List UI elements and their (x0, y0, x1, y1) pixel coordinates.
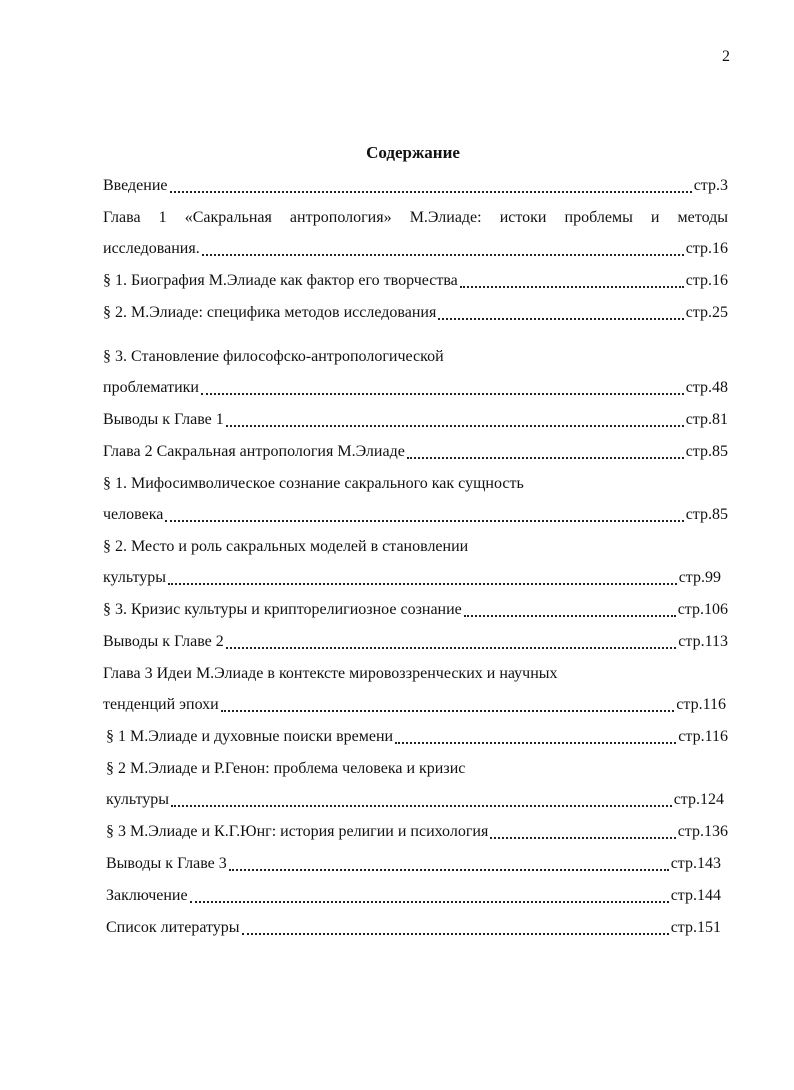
toc-page: стр.85 (685, 506, 728, 523)
page-number: 2 (722, 48, 730, 65)
dot-leader (460, 286, 684, 288)
toc-page: стр.85 (685, 443, 728, 460)
toc-entry-3-1 (103, 721, 728, 753)
toc-chapter-1-heading: Глава 1 «Сакральная антропология» М.Элиаде: истоки проблемы и методы (103, 209, 728, 226)
toc-label: § 1 М.Элиаде и духовные поиски времени (106, 728, 394, 745)
toc-entry-1-2 (103, 297, 728, 329)
table-of-contents (103, 170, 728, 944)
toc-page: стр.3 (693, 177, 728, 194)
toc-entry-conclusions-3 (103, 848, 721, 880)
dot-leader (438, 318, 683, 320)
toc-label: Выводы к Главе 3 (106, 855, 227, 872)
toc-chapter-3-heading: Глава 3 Идеи М.Элиаде в контексте мировоззренческих и научных (103, 665, 558, 682)
toc-page: стр.99 (678, 569, 721, 586)
dot-leader (202, 254, 684, 256)
toc-entry-conclusion (103, 880, 721, 912)
dot-leader (221, 710, 675, 712)
dot-leader (171, 805, 672, 807)
toc-page: стр.124 (673, 791, 724, 808)
toc-section-3-2-heading: § 2 М.Элиаде и Р.Генон: проблема человека и кризис (106, 760, 466, 777)
toc-label: Заключение (106, 887, 188, 904)
toc-page: стр.143 (670, 855, 721, 872)
toc-entry-2-1 (103, 499, 728, 531)
toc-page: стр.25 (685, 304, 728, 321)
dot-leader (242, 933, 669, 935)
dot-leader (395, 742, 676, 744)
toc-label: § 3 М.Элиаде и К.Г.Юнг: история религии и психология (106, 823, 489, 840)
toc-label: Введение (103, 177, 168, 194)
toc-entry-conclusions-1 (103, 404, 728, 436)
dot-leader (201, 393, 684, 395)
dot-leader (170, 191, 692, 193)
toc-section-1-3-heading: § 3. Становление философско-антропологической (103, 348, 444, 365)
toc-entry-2-2 (103, 562, 721, 594)
toc-page: стр.16 (685, 272, 728, 289)
toc-entry-bibliography (103, 912, 721, 944)
toc-section-2-1-heading: § 1. Мифосимволическое сознание сакрального как сущность (103, 475, 524, 492)
toc-label: Список литературы (106, 919, 240, 936)
dot-leader (190, 901, 669, 903)
toc-entry-chapter-2 (103, 436, 728, 468)
toc-page: стр.106 (677, 601, 728, 618)
dot-leader (229, 869, 669, 871)
toc-entry-chapter-3 (103, 689, 726, 721)
dot-leader (226, 425, 684, 427)
dot-leader (464, 615, 676, 617)
toc-page: стр.81 (685, 411, 728, 428)
toc-label: § 1. Биография М.Элиаде как фактор его творчества (103, 272, 458, 289)
toc-label: § 2. М.Элиаде: специфика методов исследования (103, 304, 437, 321)
dot-leader (165, 520, 683, 522)
toc-entry-chapter-1 (103, 233, 728, 265)
toc-entry-conclusions-2 (103, 626, 728, 658)
dot-leader (407, 457, 684, 459)
toc-label: Выводы к Главе 1 (103, 411, 224, 428)
toc-page: стр.144 (670, 887, 721, 904)
toc-label: Глава 2 Сакральная антропология М.Элиаде (103, 443, 405, 460)
toc-label: исследования. (103, 240, 200, 257)
toc-page: стр.116 (678, 728, 728, 745)
toc-entry-1-3 (103, 372, 728, 404)
toc-section-2-2-heading: § 2. Место и роль сакральных моделей в становлении (103, 538, 469, 555)
toc-page: стр.136 (677, 823, 728, 840)
dot-leader (168, 583, 677, 585)
toc-label: человека (103, 506, 164, 523)
toc-label: Выводы к Главе 2 (103, 633, 224, 650)
toc-entry-3-3 (103, 816, 728, 848)
dot-leader (490, 837, 675, 839)
page-title: Содержание (366, 143, 460, 162)
dot-leader (226, 647, 677, 649)
toc-entry-1-1 (103, 265, 728, 297)
toc-page: стр.48 (685, 379, 728, 396)
toc-label: тенденций эпохи (103, 696, 219, 713)
toc-page: стр.116 (676, 696, 726, 713)
toc-page: стр.113 (678, 633, 728, 650)
toc-page: стр.16 (685, 240, 728, 257)
toc-entry-introduction (103, 170, 728, 202)
toc-label: проблематики (103, 379, 199, 396)
toc-page: стр.151 (670, 919, 721, 936)
toc-entry-2-3 (103, 594, 728, 626)
toc-label: § 3. Кризис культуры и крипторелигиозное сознание (103, 601, 462, 618)
toc-label: культуры (103, 569, 167, 586)
toc-entry-3-2 (103, 784, 724, 816)
toc-label: культуры (106, 791, 170, 808)
